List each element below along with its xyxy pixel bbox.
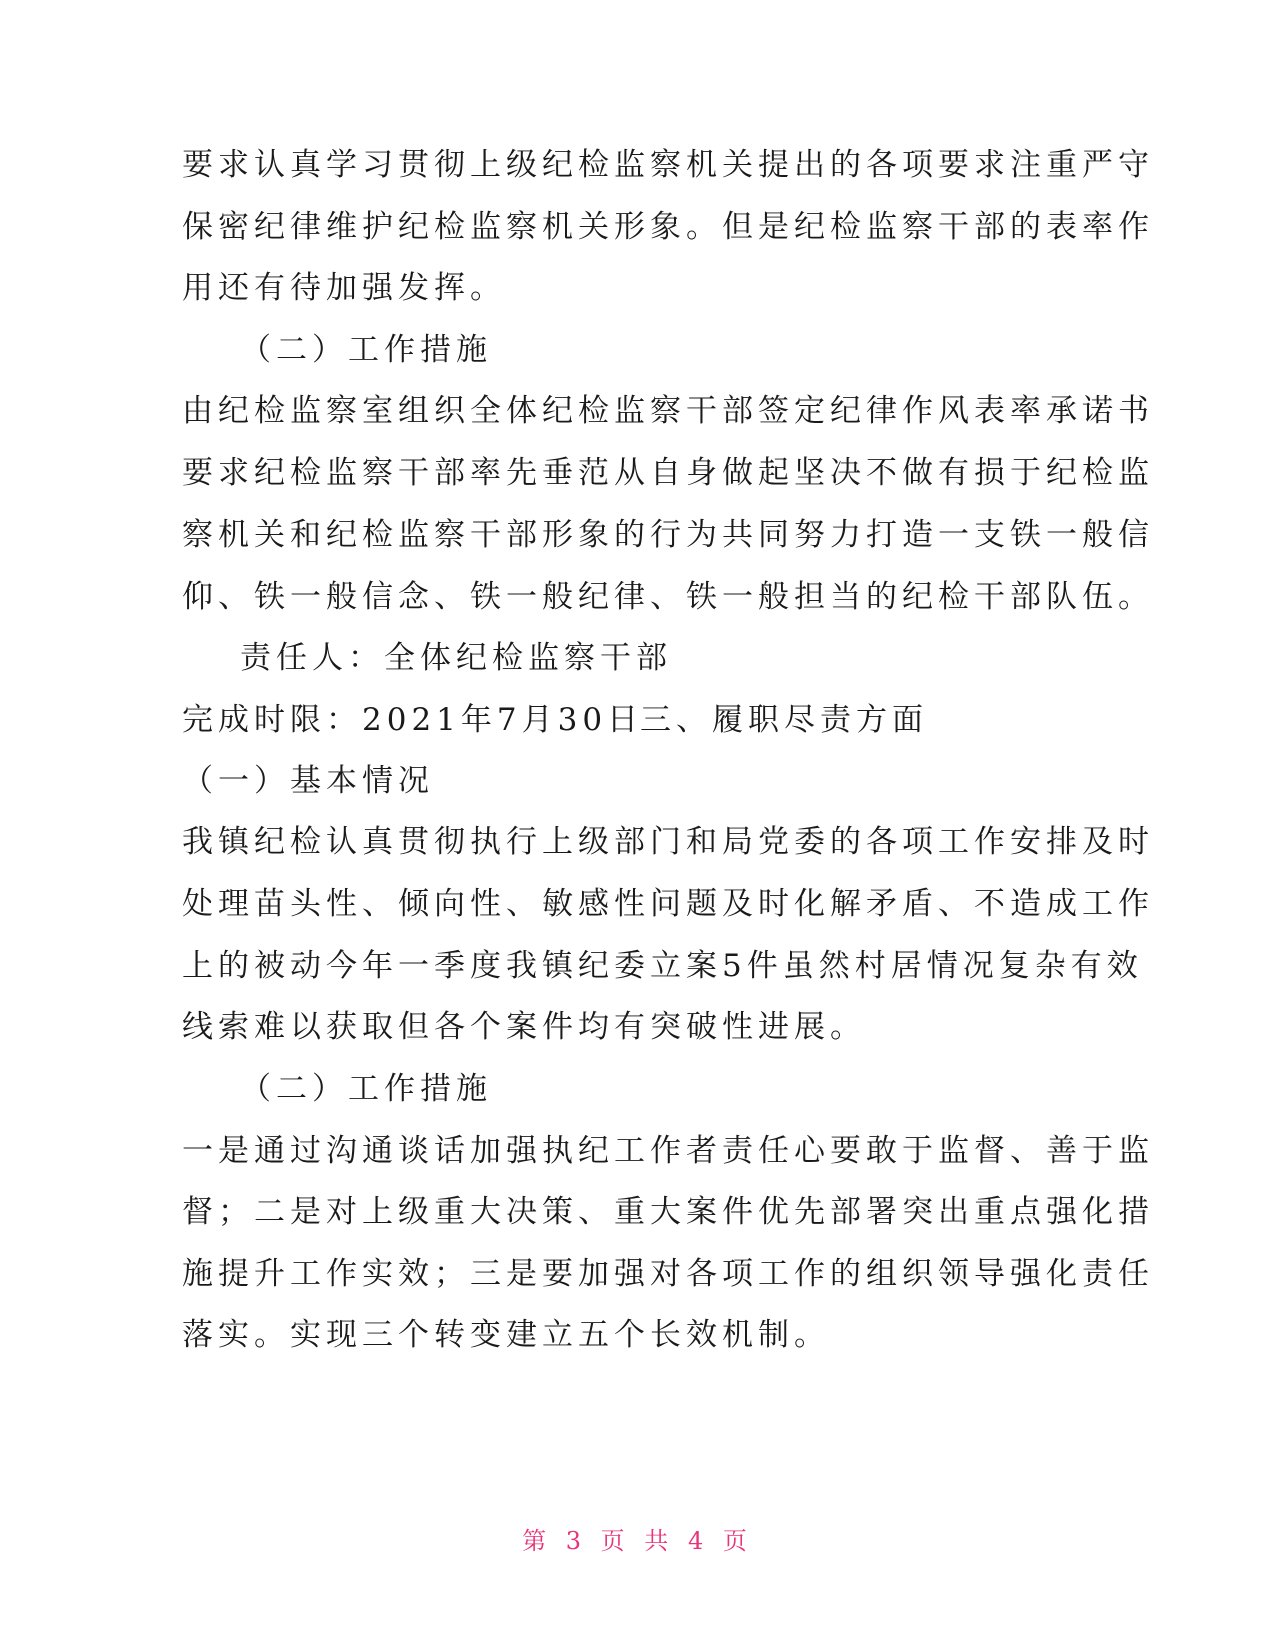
section-heading: （一）基本情况 (182, 763, 434, 799)
body-line: 落实。实现三个转变建立五个长效机制。 (182, 1317, 830, 1353)
body-line: 处理苗头性、倾向性、敏感性问题及时化解矛盾、不造成工作 (182, 886, 1154, 922)
section-title: 三、履职尽责方面 (640, 702, 928, 738)
page-number-footer: 第 3 页 共 4 页 (522, 1527, 753, 1555)
body-line: 要求纪检监察干部率先垂范从自身做起坚决不做有损于纪检监 (182, 455, 1154, 491)
body-line: 督；二是对上级重大决策、重大案件优先部署突出重点强化措 (182, 1194, 1154, 1230)
body-line: 保密纪律维护纪检监察机关形象。但是纪检监察干部的表率作 (182, 209, 1154, 245)
body-line: 上的被动今年一季度我镇纪委立案5件虽然村居情况复杂有效 (182, 948, 1143, 984)
body-line: 我镇纪检认真贯彻执行上级部门和局党委的各项工作安排及时 (182, 824, 1154, 860)
body-line: 仰、铁一般信念、铁一般纪律、铁一般担当的纪检干部队伍。 (182, 579, 1154, 615)
body-line: 线索难以获取但各个案件均有突破性进展。 (182, 1009, 866, 1045)
body-line: 由纪检监察室组织全体纪检监察干部签定纪律作风表率承诺书 (182, 393, 1154, 429)
deadline: 完成时限：2021年7月30日 (182, 702, 644, 738)
responsible-person: 责任人：全体纪检监察干部 (240, 640, 672, 676)
body-line: 察机关和纪检监察干部形象的行为共同努力打造一支铁一般信 (182, 517, 1154, 553)
section-heading: （二）工作措施 (240, 332, 492, 368)
body-line: 用还有待加强发挥。 (182, 270, 506, 306)
body-line: 施提升工作实效；三是要加强对各项工作的组织领导强化责任 (182, 1256, 1154, 1292)
section-heading: （二）工作措施 (240, 1071, 492, 1107)
body-line: 一是通过沟通谈话加强执纪工作者责任心要敢于监督、善于监 (182, 1133, 1154, 1169)
body-line: 要求认真学习贯彻上级纪检监察机关提出的各项要求注重严守 (182, 147, 1154, 183)
